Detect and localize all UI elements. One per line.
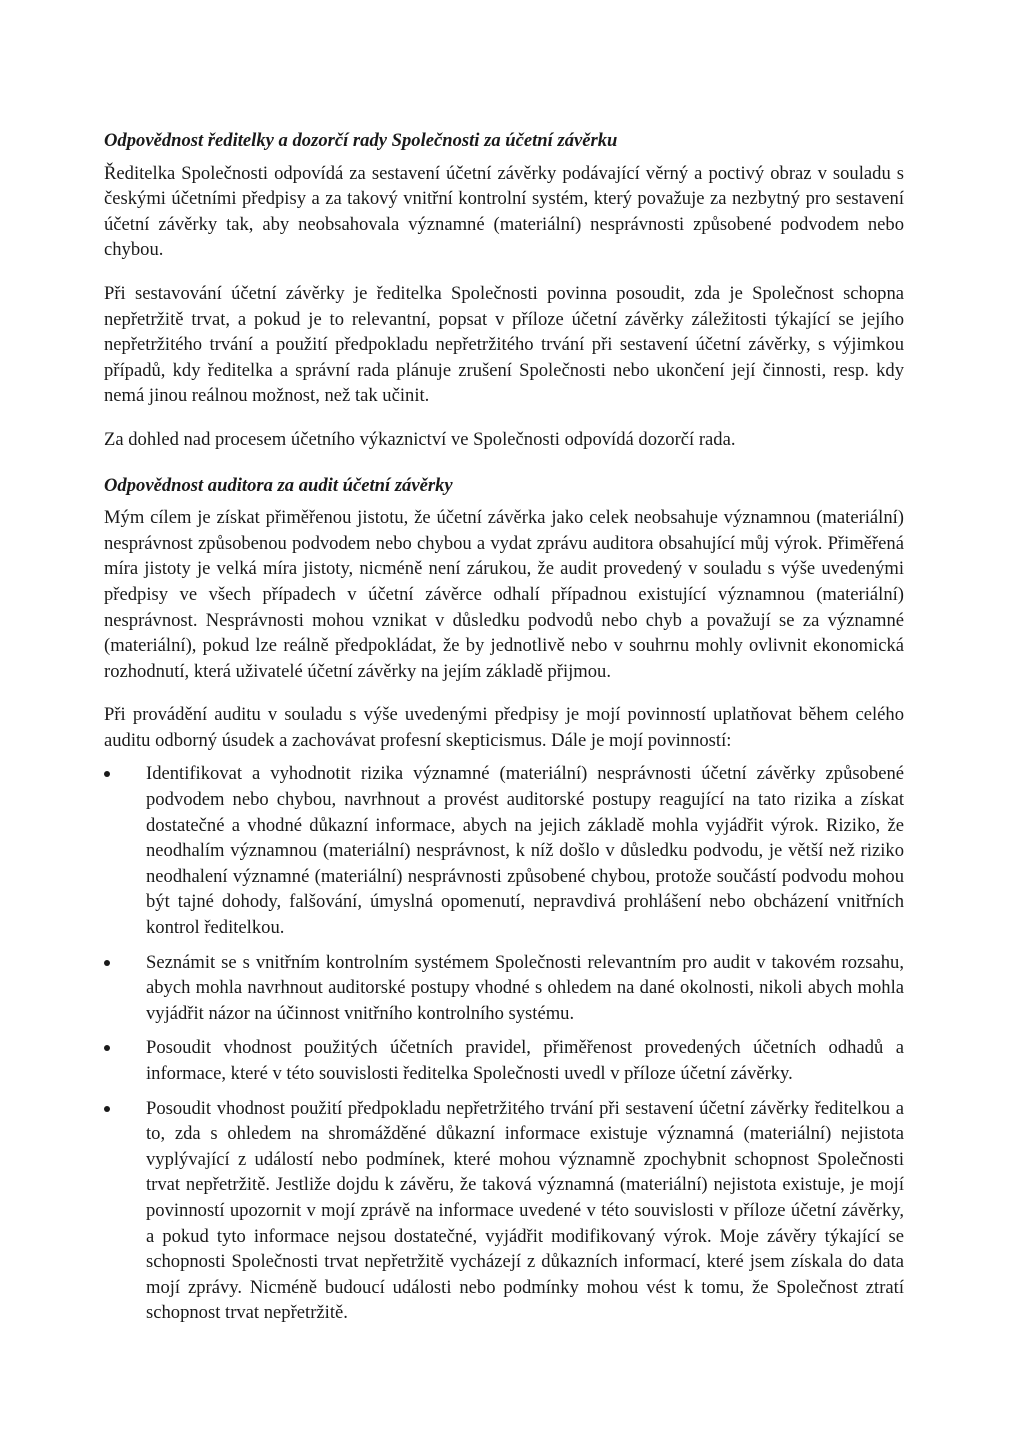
paragraph: Při sestavování účetní závěrky je ředitelka Společnosti povinna posoudit, zda je Společnost schopna nepřetržitě trvat, a pokud je to relevantní, popsat v příloze účetní závěrky záležitosti týkající se jejího nepřetržitého trvání a použití předpokladu nepřetržitého trvání při sestavení účetní závěrky, s výjimkou případů, kdy ředitelka a správní rada plánuje zrušení Společnosti nebo ukončení její činnosti, resp. kdy nemá jinou reálnou možnost, než tak učinit. — [104, 282, 904, 407]
list-item-text: Posoudit vhodnost použitých účetních pravidel, přiměřenost provedených účetních odhadů a informace, které v této souvislosti ředitelka Společnosti uvedl v příloze účetní závěrky. — [146, 1037, 904, 1084]
list-item — [104, 1096, 904, 1326]
paragraph: Mým cílem je získat přiměřenou jistotu, že účetní závěrka jako celek neobsahuje významnou (materiální) nesprávnost způsobenou podvodem nebo chybou a vydat zprávu auditora obsahující můj výrok. Přiměřená míra jistoty je velká míra jistoty, nicméně není zárukou, že audit provedený v souladu s výše uvedenými předpisy ve všech případech v účetní závěrce odhalí případnou existující významnou (materiální) nesprávnost. Nesprávnosti mohou vznikat v důsledku podvodů nebo chyb a považují se za významné (materiální), pokud lze reálně předpokládat, že by jednotlivě nebo v souhrnu mohly ovlivnit ekonomická rozhodnutí, která uživatelé účetní závěrky na jejím základě přijmou. — [104, 507, 904, 682]
paragraph: Ředitelka Společnosti odpovídá za sestavení účetní závěrky podávající věrný a poctivý obraz v souladu s českými účetními předpisy a za takový vnitřní kontrolní systém, který považuje za nezbytný pro sestavení účetní závěrky tak, aby neobsahovala významné (materiální) nesprávnosti způsobené podvodem nebo chybou. — [104, 162, 904, 261]
paragraph: Za dohled nad procesem účetního výkaznictví ve Společnosti odpovídá dozorčí rada. — [104, 428, 736, 450]
list-item — [104, 1035, 904, 1086]
section-heading-management-responsibility: Odpovědnost ředitelky a dozorčí rady Společnosti za účetní závěrku — [104, 130, 618, 151]
document-page — [104, 128, 904, 1335]
bullet-icon — [104, 771, 110, 777]
list-item-text: Seznámit se s vnitřním kontrolním systémem Společnosti relevantním pro audit v takovém rozsahu, abych mohla navrhnout auditorské postupy vhodné s ohledem na dané okolnosti, nikoli abych mohla vyjádřit názor na účinnost vnitřního kontrolního systému. — [146, 951, 904, 1024]
bullet-icon — [104, 1045, 110, 1051]
section-heading-auditor-responsibility: Odpovědnost auditora za audit účetní závěrky — [104, 474, 453, 496]
bullet-list — [104, 761, 904, 1325]
list-item-text: Posoudit vhodnost použití předpokladu nepřetržitého trvání při sestavení účetní závěrky ředitelkou a to, zda s ohledem na shromážděné důkazní informace existuje významná (materiální) nejistota vyplývající z událostí nebo podmínek, které mohou významně zpochybnit schopnost Společnosti trvat nepřetržitě. Jestliže dojdu k závěru, že taková významná (materiální) nejistota existuje, je mojí povinností upozornit v mojí zprávě na informace uvedené v této souvislosti v příloze účetní závěrky, a pokud tyto informace nejsou dostatečné, vyjádřit modifikovaný výrok. Moje závěry týkající se schopnosti Společnosti trvat nepřetržitě vycházejí z důkazních informací, které jsem získala do data mojí zprávy. Nicméně budoucí události nebo podmínky mohou vést k tomu, že Společnost ztratí schopnost trvat nepřetržitě. — [146, 1097, 904, 1324]
bullet-icon — [104, 960, 110, 966]
list-item — [104, 950, 904, 1027]
paragraph: Při provádění auditu v souladu s výše uvedenými předpisy je mojí povinností uplatňovat během celého auditu odborný úsudek a zachovávat profesní skepticismus. Dále je mojí povinností: — [104, 704, 904, 751]
list-item — [104, 761, 904, 940]
list-item-text: Identifikovat a vyhodnotit rizika významné (materiální) nesprávnosti účetní závěrky způsobené podvodem nebo chybou, navrhnout a provést auditorské postupy reagující na tato rizika a získat dostatečné a vhodné důkazní informace, abych na jejich základě mohla vyjádřit výrok. Riziko, že neodhalím významnou (materiální) nesprávnost, k níž došlo v důsledku podvodu, je větší než riziko neodhalení významné (materiální) nesprávnosti způsobené chybou, protože součástí podvodu mohou být tajné dohody, falšování, úmyslná opomenutí, nepravdivá prohlášení nebo obcházení vnitřních kontrol ředitelkou. — [146, 763, 904, 939]
bullet-icon — [104, 1106, 110, 1112]
